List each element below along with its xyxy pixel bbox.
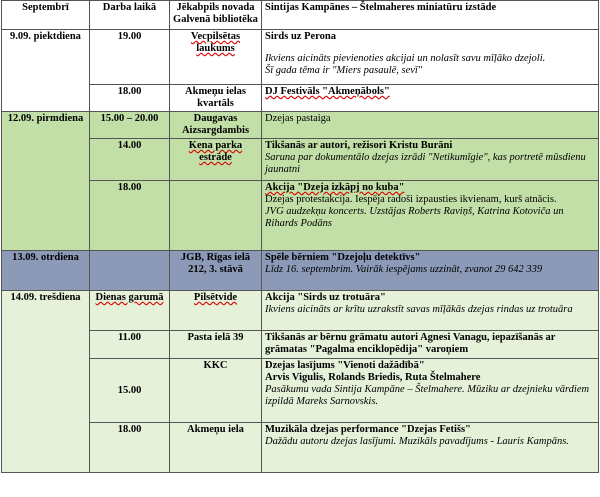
time-text: 15.00 — [117, 384, 142, 396]
event-cell — [262, 251, 599, 291]
event-desc: Saruna par dokumentālo dzejas izrādi "Netikumīgie", kas portretē mūsdienu jaunatni — [265, 152, 586, 175]
time-cell: 18.00 — [90, 181, 170, 251]
place-text: Vecpilsētas laukums — [190, 31, 241, 54]
event-cell — [262, 85, 599, 112]
event-title: Akcija "Sirds uz trotuāra" — [265, 292, 386, 303]
place-cell — [170, 181, 262, 251]
event-desc: JVG audzekņu koncerts. Uzstājas Roberts Raviņš, Katrina Kotoviča un Rihards Podāns — [265, 206, 564, 229]
event-title: Akcija "Dzeja izkāpj no kuba" — [265, 182, 405, 193]
day-cell: 14.09. trešdiena — [2, 291, 90, 473]
time-cell — [90, 291, 170, 331]
place-cell: JGB, Rīgas ielā 212, 3. stāvā — [170, 251, 262, 291]
place-cell: Pasta ielā 39 — [170, 331, 262, 359]
event-cell — [262, 331, 599, 359]
event-title: Tikšanās ar bērnu grāmatu autori Agnesi Vanagu, iepazīšanās ar grāmatas "Pagalma enciklopēdija" varoņiem — [265, 332, 556, 355]
event-text: Dzejas protestakcija. Iespēja radoši izpausties ikvienam, kurš atnācis. — [265, 194, 557, 205]
day-cell: 13.09. otrdiena — [2, 251, 90, 291]
event-desc: Šī gada tēma ir "Miers pasaulē, sevī" — [265, 65, 423, 76]
day-cell: 12.09. pirmdiena — [2, 112, 90, 251]
event-cell — [262, 112, 599, 139]
event-title: Spēle bērniem "Dzejoļu detektīvs" — [265, 252, 421, 263]
header-time: Darba laikā — [90, 1, 170, 30]
event-cell — [262, 359, 599, 423]
header-event: Sintijas Kampānes – Štelmaheres miniatūru izstāde — [262, 1, 599, 30]
time-text: Dienas garumā — [95, 292, 164, 303]
header-month: Septembrī — [2, 1, 90, 30]
time-cell: 14.00 — [90, 139, 170, 181]
place-cell: Daugavas Aizsargdambis — [170, 112, 262, 139]
place-cell — [170, 30, 262, 85]
event-title: Dzejas lasījums "Vienoti dažādībā" — [265, 360, 425, 371]
event-title: DJ Festivāls "Akmeņābols" — [265, 86, 390, 97]
time-cell: 18.00 — [90, 423, 170, 473]
day-cell: 9.09. piektdiena — [2, 30, 90, 112]
table-row — [2, 251, 599, 291]
place-cell: KKC — [170, 359, 262, 423]
time-cell — [90, 251, 170, 291]
table-row — [2, 359, 599, 423]
event-cell — [262, 423, 599, 473]
place-cell — [170, 291, 262, 331]
event-desc: Pasākumu vada Sintija Kampāne – Štelmahere. Mūziku ar dzejnieku vārdiem izpildā Mareks Sarnovskis. — [265, 384, 590, 407]
place-cell: Akmeņu iela — [170, 423, 262, 473]
event-cell — [262, 30, 599, 85]
event-desc: Līdz 16. septembrim. Vairāk iespējams uzzināt, zvanot 29 642 339 — [265, 264, 543, 275]
event-cell — [262, 181, 599, 251]
time-cell: 15.00 – 20.00 — [90, 112, 170, 139]
time-cell: 18.00 — [90, 85, 170, 112]
table-row — [2, 181, 599, 251]
event-subtitle: Arvis Vigulis, Rolands Briedis, Ruta Štelmahere — [265, 372, 481, 383]
event-desc: Ikviens aicināts ar krītu uzrakstīt savas mīļākās dzejas rindas uz trotuāra — [265, 304, 573, 315]
event-title: Sirds uz Perona — [265, 31, 336, 42]
place-cell: Akmeņu ielas kvartāls — [170, 85, 262, 112]
place-text: Kena parka estrāde — [188, 140, 243, 163]
event-cell — [262, 291, 599, 331]
events-table — [1, 0, 599, 473]
table-row — [2, 139, 599, 181]
event-desc: Dažādu autoru dzejas lasījumi. Muzikāls pavadījums - Lauris Kampāns. — [265, 436, 569, 447]
header-row — [2, 1, 599, 30]
header-place: Jēkabpils novada Galvenā bibliotēka — [170, 1, 262, 30]
table-row — [2, 331, 599, 359]
event-desc: Ikviens aicināts pievienoties akcijai un nolasīt savu mīļāko dzejoli. — [265, 53, 546, 64]
table-row — [2, 112, 599, 139]
table-row — [2, 30, 599, 85]
event-title: Tikšanās ar autori, režisori Kristu Burāni — [265, 140, 453, 151]
place-cell — [170, 139, 262, 181]
event-title: Muzikāla dzejas performance "Dzejas Fetišs" — [265, 424, 471, 435]
time-cell: 11.00 — [90, 331, 170, 359]
table-row — [2, 85, 599, 112]
event-cell — [262, 139, 599, 181]
place-text: Pilsētvide — [193, 292, 238, 303]
table-row — [2, 291, 599, 331]
time-cell — [90, 359, 170, 423]
event-text: Dzejas pastaiga — [265, 113, 331, 124]
time-cell: 19.00 — [90, 30, 170, 85]
table-row — [2, 423, 599, 473]
